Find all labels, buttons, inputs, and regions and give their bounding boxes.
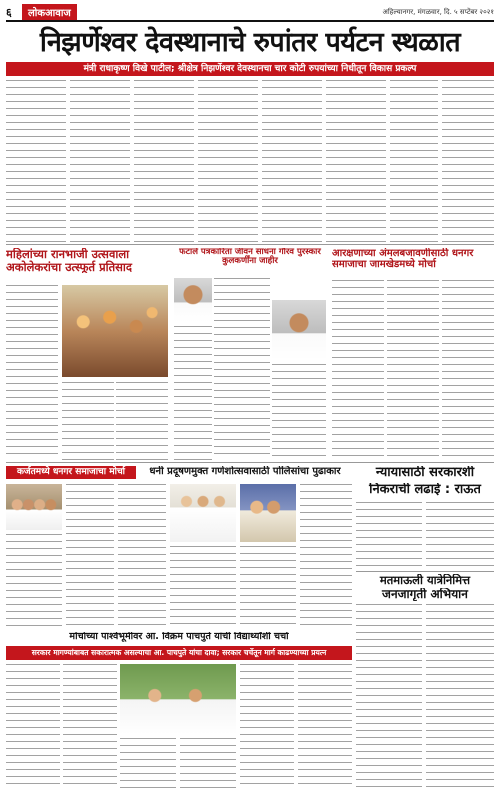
event-photo: [6, 484, 62, 530]
morcha-subheadline: सरकार मागण्यांबाबत सकारात्मक असल्याचा आ. पाचपुते यांचा दावा; सरकार चर्चेतून मार्ग काढण्याच्या प्रयत्न: [6, 646, 352, 660]
article-text: [118, 484, 166, 630]
article-text: [300, 484, 352, 630]
nyay-headline-line2: निकराची लढाई : राऊत: [369, 483, 481, 497]
article-text: [298, 664, 352, 790]
dhangar-headline: आरक्षणाच्या अंमलबजावणीसाठी धनगर समाजाचा जामखेडमध्ये मोर्चा: [332, 248, 474, 270]
article-text: [272, 364, 326, 460]
article-text: [174, 326, 212, 460]
article-text: [198, 80, 258, 242]
article-text: [240, 664, 294, 790]
article-text: [442, 80, 494, 242]
article-text: [442, 280, 494, 460]
police-photo: [170, 484, 236, 542]
article-text: [6, 664, 60, 790]
mahila-headline: महिलांच्या रानभाजी उत्सवाला अकोलेकरांचा उत्स्फूर्त प्रतिसाद: [6, 248, 133, 274]
article-text: [120, 738, 176, 790]
meeting-photo: [120, 664, 236, 734]
article-text: [6, 80, 66, 242]
matmauli-headline: मतमाऊली यात्रेनिमित्त: [379, 574, 471, 587]
article-text: [387, 280, 439, 460]
main-headline: निझर्णेश्वर देवस्थानाचे रुपांतर पर्यटन स्थळात: [39, 27, 461, 58]
article-text: [214, 278, 270, 460]
jagruti-headline: जनजागृती अभियान: [382, 588, 468, 601]
article-text: [326, 80, 386, 242]
article-text: [6, 534, 62, 630]
divider: [6, 462, 494, 463]
article-text: [262, 80, 322, 242]
article-text: [332, 280, 384, 460]
page-number: ६: [6, 5, 12, 19]
article-text: [6, 285, 58, 460]
article-text: [66, 484, 114, 630]
article-text: [426, 604, 494, 790]
newspaper-brand: लोकआवाज: [22, 4, 77, 20]
morcha-headline: मोर्चाच्या पार्श्वभूमीवर आ. विक्रम पाचपुते यांची विद्यार्थ्यांशी चर्चा: [69, 632, 289, 642]
article-text: [170, 546, 236, 630]
ganesh-headline: धनी प्रदूषणमुक्त गणेशोत्सवासाठी पोलिसांचा पुढाकार: [149, 466, 341, 477]
article-text: [62, 382, 114, 460]
phatale-headline: फटाले पत्रकारिता जीवन साधना गौरव पुरस्कार कुलकर्णींना जाहीर: [179, 248, 321, 267]
divider: [356, 571, 494, 572]
article-text: [240, 546, 296, 630]
article-text: [63, 664, 117, 790]
nyay-headline: न्यायासाठी सरकारशी: [375, 466, 475, 480]
portrait-photo: [272, 300, 326, 360]
article-text: [134, 80, 194, 242]
divider: [6, 244, 494, 245]
article-text: [356, 502, 422, 568]
dateline: अहिल्यानगर, मंगळवार, दि. ५ सप्टेंबर २०२१: [382, 7, 494, 16]
article-text: [70, 80, 130, 242]
article-text: [390, 80, 438, 242]
article-text: [356, 604, 422, 790]
portrait-photo: [174, 278, 212, 322]
article-text: [426, 502, 494, 568]
article-text: [116, 382, 168, 460]
main-subheadline: मंत्री राधाकृष्ण विखे पाटील; श्रीक्षेत्र निझर्णेश्वर देवस्थानचा चार कोटी रुपयांच्या निधीतून विकास प्रकल्प: [6, 62, 494, 76]
stage-photo: [240, 484, 296, 542]
karjat-headline: कर्जतमध्ये धनगर समाजाचा मोर्चा: [6, 466, 136, 479]
masthead: [6, 4, 494, 22]
article-text: [180, 738, 236, 790]
crowd-photo: [62, 285, 168, 377]
